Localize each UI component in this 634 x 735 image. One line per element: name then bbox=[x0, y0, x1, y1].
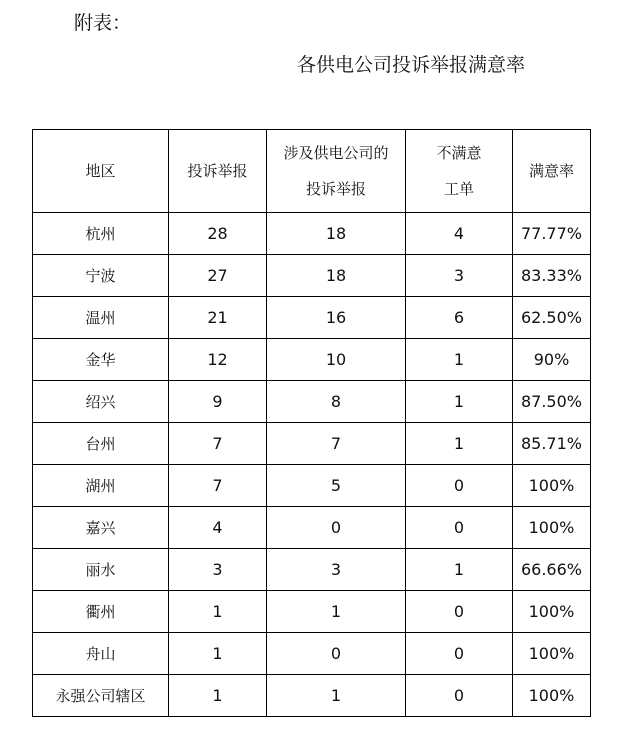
header-complaints bbox=[169, 130, 267, 213]
cell-satisfaction-rate: 66.66% bbox=[513, 549, 591, 591]
cell-complaints: 1 bbox=[169, 633, 267, 675]
cell-region: 杭州 bbox=[33, 213, 169, 255]
cell-region: 绍兴 bbox=[33, 381, 169, 423]
cell-utility-complaints: 3 bbox=[267, 549, 406, 591]
cell-complaints: 1 bbox=[169, 675, 267, 717]
page-title: 各供电公司投诉举报满意率 bbox=[297, 54, 526, 76]
cell-unsatisfied: 0 bbox=[406, 675, 513, 717]
header-region bbox=[33, 130, 169, 213]
cell-region: 舟山 bbox=[33, 633, 169, 675]
cell-region: 衢州 bbox=[33, 591, 169, 633]
cell-utility-complaints: 8 bbox=[267, 381, 406, 423]
appendix-label: 附表： bbox=[74, 12, 132, 34]
cell-complaints: 9 bbox=[169, 381, 267, 423]
cell-utility-complaints: 5 bbox=[267, 465, 406, 507]
cell-utility-complaints: 18 bbox=[267, 213, 406, 255]
header-utility-complaints bbox=[267, 130, 406, 213]
cell-unsatisfied: 0 bbox=[406, 507, 513, 549]
table-row bbox=[33, 675, 591, 717]
cell-region: 宁波 bbox=[33, 255, 169, 297]
cell-unsatisfied: 1 bbox=[406, 339, 513, 381]
cell-unsatisfied: 6 bbox=[406, 297, 513, 339]
cell-satisfaction-rate: 62.50% bbox=[513, 297, 591, 339]
table-row bbox=[33, 633, 591, 675]
header-utility-complaints-line1: 涉及供电公司的 bbox=[283, 144, 389, 162]
cell-region: 温州 bbox=[33, 297, 169, 339]
cell-unsatisfied: 1 bbox=[406, 549, 513, 591]
cell-utility-complaints: 18 bbox=[267, 255, 406, 297]
cell-utility-complaints: 1 bbox=[267, 675, 406, 717]
cell-utility-complaints: 1 bbox=[267, 591, 406, 633]
cell-unsatisfied: 0 bbox=[406, 591, 513, 633]
header-unsatisfied bbox=[406, 130, 513, 213]
cell-unsatisfied: 0 bbox=[406, 633, 513, 675]
header-satisfaction-label: 满意率 bbox=[528, 162, 574, 180]
cell-unsatisfied: 3 bbox=[406, 255, 513, 297]
header-complaints-label: 投诉举报 bbox=[187, 162, 248, 180]
table-row bbox=[33, 255, 591, 297]
cell-region: 永强公司辖区 bbox=[33, 675, 169, 717]
cell-unsatisfied: 1 bbox=[406, 423, 513, 465]
cell-complaints: 1 bbox=[169, 591, 267, 633]
cell-utility-complaints: 7 bbox=[267, 423, 406, 465]
cell-satisfaction-rate: 90% bbox=[513, 339, 591, 381]
table-row bbox=[33, 591, 591, 633]
header-region-label: 地区 bbox=[85, 162, 116, 180]
table-row bbox=[33, 213, 591, 255]
table-header-row bbox=[33, 130, 591, 213]
table-row bbox=[33, 423, 591, 465]
cell-complaints: 28 bbox=[169, 213, 267, 255]
cell-satisfaction-rate: 83.33% bbox=[513, 255, 591, 297]
cell-complaints: 7 bbox=[169, 465, 267, 507]
cell-region: 丽水 bbox=[33, 549, 169, 591]
cell-region: 金华 bbox=[33, 339, 169, 381]
cell-utility-complaints: 16 bbox=[267, 297, 406, 339]
cell-region: 台州 bbox=[33, 423, 169, 465]
table-row bbox=[33, 297, 591, 339]
cell-region: 湖州 bbox=[33, 465, 169, 507]
cell-satisfaction-rate: 100% bbox=[513, 675, 591, 717]
cell-satisfaction-rate: 100% bbox=[513, 633, 591, 675]
cell-complaints: 27 bbox=[169, 255, 267, 297]
cell-satisfaction-rate: 100% bbox=[513, 507, 591, 549]
cell-complaints: 3 bbox=[169, 549, 267, 591]
cell-utility-complaints: 0 bbox=[267, 633, 406, 675]
cell-unsatisfied: 4 bbox=[406, 213, 513, 255]
satisfaction-table bbox=[32, 129, 591, 717]
cell-complaints: 4 bbox=[169, 507, 267, 549]
cell-satisfaction-rate: 77.77% bbox=[513, 213, 591, 255]
cell-satisfaction-rate: 100% bbox=[513, 465, 591, 507]
header-unsatisfied-line2: 工单 bbox=[443, 180, 474, 198]
cell-complaints: 21 bbox=[169, 297, 267, 339]
header-unsatisfied-line1: 不满意 bbox=[436, 144, 482, 162]
cell-utility-complaints: 10 bbox=[267, 339, 406, 381]
header-satisfaction bbox=[513, 130, 591, 213]
header-utility-complaints-line2: 投诉举报 bbox=[305, 180, 366, 198]
cell-satisfaction-rate: 100% bbox=[513, 591, 591, 633]
cell-unsatisfied: 0 bbox=[406, 465, 513, 507]
table-row bbox=[33, 339, 591, 381]
cell-utility-complaints: 0 bbox=[267, 507, 406, 549]
table-row bbox=[33, 507, 591, 549]
cell-satisfaction-rate: 85.71% bbox=[513, 423, 591, 465]
cell-region: 嘉兴 bbox=[33, 507, 169, 549]
cell-unsatisfied: 1 bbox=[406, 381, 513, 423]
table-row bbox=[33, 381, 591, 423]
cell-complaints: 12 bbox=[169, 339, 267, 381]
table-row bbox=[33, 465, 591, 507]
table-row bbox=[33, 549, 591, 591]
cell-satisfaction-rate: 87.50% bbox=[513, 381, 591, 423]
cell-complaints: 7 bbox=[169, 423, 267, 465]
